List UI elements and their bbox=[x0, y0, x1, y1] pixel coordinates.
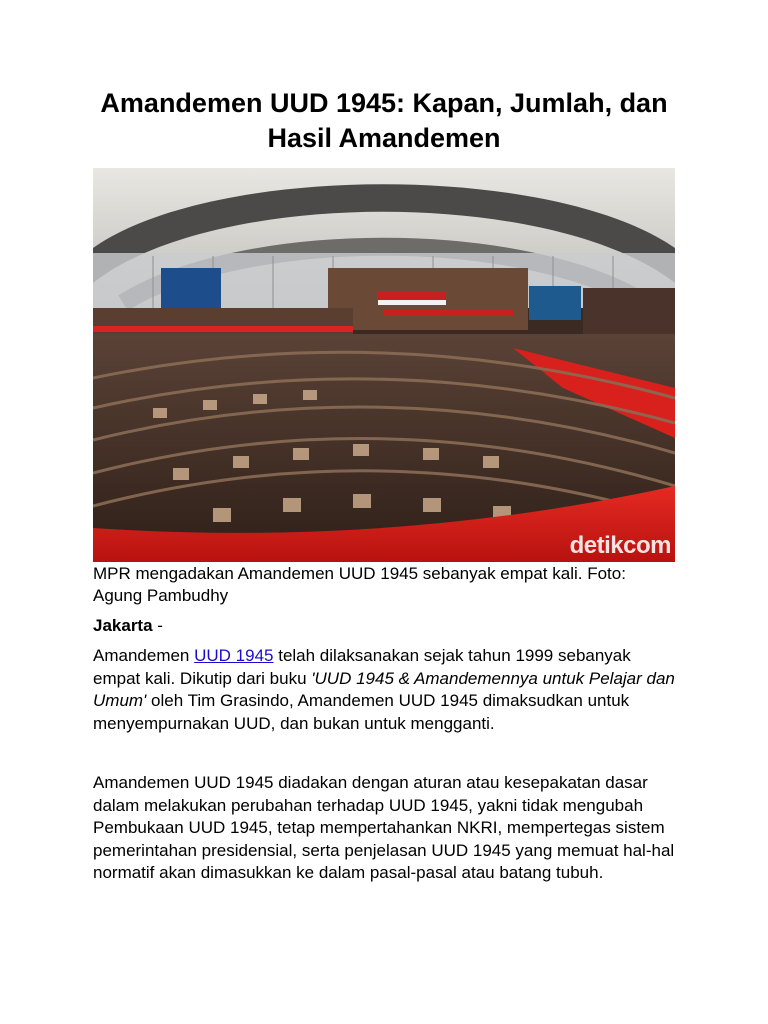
parliament-hall-illustration bbox=[93, 168, 675, 562]
photo-watermark: detikcom bbox=[569, 532, 671, 559]
article-photo bbox=[93, 168, 675, 562]
paragraph-1-middle: telah dilaksanakan sejak tahun 1999 sebanyak empat kali. Dikutip dari buku bbox=[93, 646, 631, 688]
dateline bbox=[93, 615, 675, 638]
paragraph-1-lead: Amandemen bbox=[93, 646, 195, 665]
dateline-city: Jakarta bbox=[93, 616, 153, 635]
paragraph-2: Amandemen UUD 1945 diadakan dengan aturan atau kesepakatan dasar dalam melakukan perubahan terhadap UUD 1945, yakni tidak mengubah Pembukaan UUD 1945, tetap mempertahankan NKRI, mempertegas sistem pemerintahan presidensial, serta penjelasan UUD 1945 yang memuat hal-hal normatif akan dimasukkan ke dalam pasal-pasal atau batang tubuh. bbox=[93, 773, 675, 882]
book-title: 'UUD 1945 & Amandemennya untuk Pelajar dan Umum' bbox=[93, 668, 675, 710]
paragraph-1 bbox=[93, 645, 675, 735]
uud-1945-link[interactable]: UUD 1945 bbox=[194, 646, 274, 665]
photo-caption: MPR mengadakan Amandemen UUD 1945 sebanyak empat kali. Foto: Agung Pambudhy bbox=[93, 564, 626, 605]
paragraph-1-end: oleh Tim Grasindo, Amandemen UUD 1945 dimaksudkan untuk menyempurnakan UUD, dan bukan untuk mengganti. bbox=[93, 691, 630, 733]
dateline-separator: - bbox=[152, 616, 163, 635]
article-title: Amandemen UUD 1945: Kapan, Jumlah, dan Hasil Amandemen bbox=[100, 88, 668, 153]
